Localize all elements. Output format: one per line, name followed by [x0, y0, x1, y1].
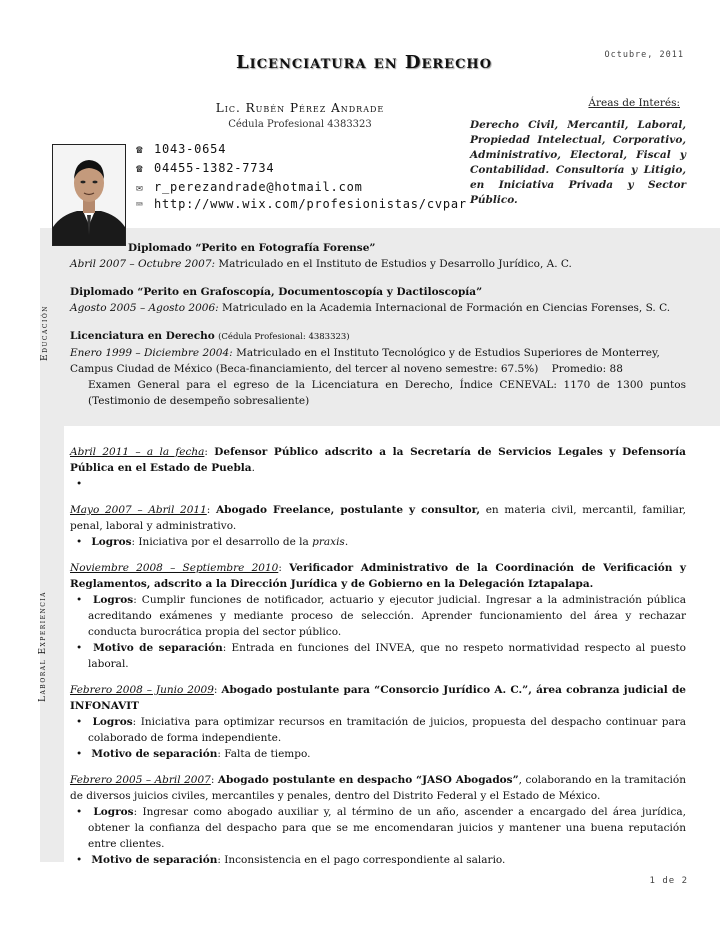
bullet-text: : Iniciativa para optimizar recursos en tramitación de juicios, propuesta del despacho continuar para colaborado de forma independiente.	[88, 716, 686, 744]
edu-detail: Matriculado en la Academia Internacional de Formación en Ciencias Forenses, S. C.	[222, 302, 671, 314]
web-line	[136, 197, 467, 211]
education-section	[70, 240, 686, 409]
bullet-label: Logros	[93, 594, 134, 606]
bullet-tail: .	[344, 536, 349, 548]
edu-extra: Examen General para el egreso de la Licenciatura en Derecho, Índice CENEVAL: 1170 de 1300 puntos (Testimonio de desempeño sobresaliente)	[88, 379, 686, 407]
edu-title: Diplomado “Perito en Fotografía Forense”	[128, 242, 376, 254]
job-bullet	[88, 534, 686, 550]
bullet-text: : Entrada en funciones del INVEA, que no respeto normatividad respecto al puesto laboral.	[88, 642, 687, 670]
job-rest: .	[251, 462, 255, 474]
job-date: Mayo 2007 – Abril 2011	[70, 504, 207, 516]
edu-item-1	[70, 240, 686, 256]
job-item: Mayo 2007 – Abril 2011: Abogado Freelance, postulante y consultor, en materia civil, mercantil, familiar, penal, laboral y administrativo. • Logros: Iniciativa por el desarrollo de la praxis.	[70, 502, 686, 550]
phone-line-2	[136, 161, 274, 175]
experience-band	[40, 426, 64, 862]
job-date: Febrero 2005 – Abril 2007	[70, 774, 211, 786]
edu-date: Agosto 2005 – Agosto 2006:	[70, 302, 219, 314]
candidate-name: Lic. Rubén Pérez Andrade	[215, 101, 385, 115]
edu-title-note: (Cédula Profesional: 4383323)	[218, 332, 350, 342]
edu-detail: Matriculado en el Instituto de Estudios y Desarrollo Jurídico, A. C.	[218, 258, 572, 270]
experience-section	[70, 444, 686, 868]
job-title: Abogado Freelance, postulante y consultor,	[216, 504, 481, 516]
phone-1: 1043-0654	[154, 142, 227, 156]
edu-title: Licenciatura en Derecho	[70, 330, 215, 342]
bullet-label: Motivo de separación	[93, 642, 223, 654]
experience-label: Laboral Experiencia	[38, 590, 48, 702]
computer-icon: ⌨	[136, 198, 144, 211]
candidate-photo	[52, 144, 126, 246]
bullet-text: : Falta de tiempo.	[217, 748, 311, 760]
phone-line-1	[136, 142, 226, 156]
edu-item-2	[70, 284, 686, 316]
job-bullet	[88, 852, 686, 868]
areas-title: Áreas de Interés:	[588, 97, 680, 109]
edu-date: Abril 2007 – Octubre 2007:	[70, 258, 216, 270]
job-item: Febrero 2008 – Junio 2009: Abogado postulante para “Consorcio Jurídico A. C.”, área cobranza judicial de INFONAVIT • Logros: Iniciativa para optimizar recursos en tramitación de juicios, propuesta del despacho continuar para colaborado de forma independiente. • Motivo de separación: Falta de tiempo.	[70, 682, 686, 762]
job-title: Verificador Administrativo de la Coordinación de Verificación y Reglamentos, adscrito a la Dirección Jurídica y de Gobierno en la Delegación Iztapalapa.	[70, 562, 686, 590]
bullet-label: Motivo de separación	[91, 854, 218, 866]
job-bullet	[88, 714, 686, 746]
bullet-em: praxis	[312, 536, 345, 548]
bullet-label: Logros	[91, 536, 132, 548]
bullet-text: : Iniciativa por el desarrollo de la	[131, 536, 313, 548]
document-date: Octubre, 2011	[604, 50, 684, 60]
areas-text: Derecho Civil, Mercantil, Laboral, Propiedad Intelectual, Corporativo, Administrativo, Electoral, Fiscal y Contabilidad. Consultoría y Litigio, en Iniciativa Privada y Sector Público.	[470, 119, 686, 206]
bullet-text: : Cumplir funciones de notificador, actuario y ejecutor judicial. Ingresar a la administración pública acreditando exámenes y mediante proceso de selección. Aprender funcionamiento del área y rechazar conducta burocrática propia del sector público.	[88, 594, 686, 638]
edu-item-3	[70, 328, 686, 409]
job-item: Febrero 2005 – Abril 2007: Abogado postulante en despacho “JASO Abogados”, colaborando en la tramitación de diversos juicios civiles, mercantiles y penales, dentro del Distrito Federal y el Estado de México. • Logros: Ingresar como abogado auxiliar y, al término de un año, ascender a encargado del área jurídica, obtener la confianza del despacho para que se me encomendaran juicios y mantener una buena reputación entre clientes. • Motivo de separación: Inconsistencia en el pago correspondiente al salario.	[70, 772, 686, 868]
envelope-icon: ✉	[136, 181, 144, 194]
job-title: Abogado postulante en despacho “JASO Abogados”	[217, 774, 519, 786]
phone-2: 04455-1382-7734	[154, 161, 275, 175]
job-title: Defensor Público adscrito a la Secretaría de Servicios Legales y Defensoría Pública en el Estado de Puebla	[70, 446, 686, 474]
bullet-text: : Inconsistencia en el pago correspondiente al salario.	[217, 854, 506, 866]
job-item: Noviembre 2008 – Septiembre 2010: Verificador Administrativo de la Coordinación de Verificación y Reglamentos, adscrito a la Dirección Jurídica y de Gobierno en la Delegación Iztapalapa. • Logros: Cumplir funciones de notificador, actuario y ejecutor judicial. Ingresar a la administración pública acreditando exámenes y mediante proceso de selección. Aprender funcionamiento del área y rechazar conducta burocrática propia del sector público. • Motivo de separación: Entrada en funciones del INVEA, que no respeto normatividad respecto al puesto laboral.	[70, 560, 686, 672]
job-bullet	[88, 640, 686, 672]
job-bullet	[88, 592, 686, 640]
job-title: Abogado postulante para “Consorcio Jurídico A. C.”, área cobranza judicial de INFONAVIT	[70, 684, 686, 712]
job-bullet	[88, 804, 686, 852]
document-title: Licenciatura en Derecho	[235, 52, 493, 73]
job-bullet	[88, 746, 686, 762]
email-link[interactable]: r_perezandrade@hotmail.com	[154, 180, 363, 194]
job-date: Noviembre 2008 – Septiembre 2010	[70, 562, 279, 574]
phone-icon: ☎	[136, 162, 144, 175]
web-link[interactable]: http://www.wix.com/profesionistas/cvpar	[154, 197, 467, 211]
email-line	[136, 180, 363, 194]
cedula-profesional: Cédula Profesional 4383323	[228, 119, 372, 130]
job-item: Abril 2011 – a la fecha: Defensor Público adscrito a la Secretaría de Servicios Legales y Defensoría Pública en el Estado de Puebla. •	[70, 444, 686, 492]
edu-detail: Matriculado en el Instituto Tecnológico y de Estudios Superiores de Monterrey, Campus Ciudad de México (Beca-financiamiento, del tercer al noveno semestre: 67.5%)	[70, 347, 660, 375]
bullet-text: : Ingresar como abogado auxiliar y, al término de un año, ascender a encargado del área jurídica, obtener la confianza del despacho para que se me encomendaran juicios y mantener una buena reputación entre clientes.	[88, 806, 686, 850]
portrait-image	[53, 145, 125, 245]
bullet-label: Logros	[92, 716, 133, 728]
edu-promedio: Promedio: 88	[551, 363, 623, 375]
education-label: Educación	[40, 305, 50, 361]
bullet-label: Motivo de separación	[91, 748, 218, 760]
edu-date: Enero 1999 – Diciembre 2004:	[70, 347, 233, 359]
edu-item-1-detail	[70, 256, 686, 272]
job-date: Febrero 2008 – Junio 2009	[70, 684, 214, 696]
empty-bullet	[88, 476, 686, 492]
edu-title: Diplomado “Perito en Grafoscopía, Documentoscopía y Dactiloscopía”	[70, 286, 483, 298]
job-rest: , colaborando en la tramitación de diversos juicios civiles, mercantiles y penales, dentro del Distrito Federal y el Estado de México.	[70, 774, 686, 802]
page-number: 1 de 2	[649, 876, 688, 886]
bullet-label: Logros	[93, 806, 134, 818]
phone-icon: ☎	[136, 143, 144, 156]
job-date: Abril 2011 – a la fecha	[70, 446, 205, 458]
job-rest: en materia civil, mercantil, familiar, penal, laboral y administrativo.	[70, 504, 686, 532]
